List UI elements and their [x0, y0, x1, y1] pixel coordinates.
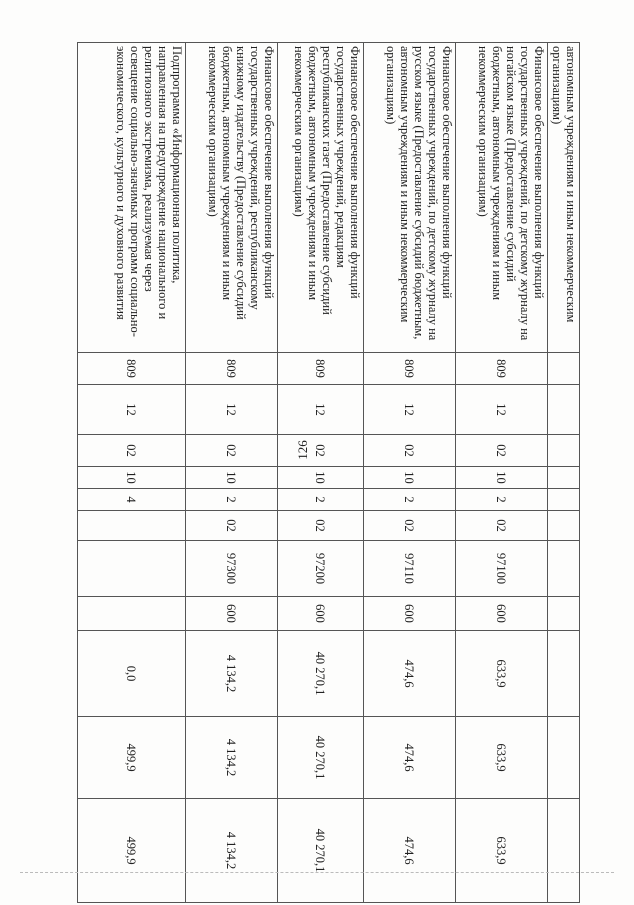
- cell-v2: 474,6: [364, 717, 456, 799]
- cell-v3: 4 134,2: [186, 799, 278, 903]
- cell-c4: 97100: [456, 541, 548, 597]
- page-number: 126: [295, 440, 310, 460]
- cell-c3: 02: [278, 511, 364, 541]
- cell-c2: [548, 489, 580, 511]
- cell-c2: 2: [364, 489, 456, 511]
- cell-c1: 10: [278, 467, 364, 489]
- cell-v2: [548, 717, 580, 799]
- table-row: [364, 43, 456, 903]
- cell-v3: 474,6: [364, 799, 456, 903]
- cell-grbs: 809: [364, 353, 456, 385]
- cell-vr: 600: [186, 597, 278, 631]
- cell-c1: 10: [456, 467, 548, 489]
- cell-v2: 4 134,2: [186, 717, 278, 799]
- cell-grbs: 809: [186, 353, 278, 385]
- cell-desc: Финансовое обеспечение выполнения функций государственных учреждений, республиканскому книжному издательству (Предоставление субсидий бюджетным, автономным учреждениям и иным некоммерческим организациям): [186, 43, 278, 353]
- cell-c3: [548, 511, 580, 541]
- cell-pr: 02: [364, 435, 456, 467]
- cell-v3: [548, 799, 580, 903]
- cell-v1: 40 270,1: [278, 631, 364, 717]
- cell-v3: 499,9: [78, 799, 186, 903]
- cell-v1: [548, 631, 580, 717]
- cell-vr: [78, 597, 186, 631]
- table-row: [278, 43, 364, 903]
- cell-vr: 600: [364, 597, 456, 631]
- table-row: [78, 43, 186, 903]
- cell-c4: 97300: [186, 541, 278, 597]
- cell-rz: [548, 385, 580, 435]
- table-row: [548, 43, 580, 903]
- cell-rz: 12: [364, 385, 456, 435]
- cell-v2: 40 270,1: [278, 717, 364, 799]
- cell-v1: 474,6: [364, 631, 456, 717]
- cell-grbs: 809: [456, 353, 548, 385]
- cell-v1: 4 134,2: [186, 631, 278, 717]
- table-row: [456, 43, 548, 903]
- budget-table: [77, 42, 580, 903]
- cell-c1: 10: [364, 467, 456, 489]
- cell-rz: 12: [456, 385, 548, 435]
- cell-v3: 633,9: [456, 799, 548, 903]
- cell-c4: [78, 541, 186, 597]
- cell-pr: 02: [456, 435, 548, 467]
- cell-c3: 02: [456, 511, 548, 541]
- cell-c1: [548, 467, 580, 489]
- cell-desc: Подпрограмма «Информационная политика, направленная на предупреждение национального и религиозного экстремизма, реализуемая через освещение социально-значимых программ социально-экономического, культурного и духовного развития: [78, 43, 186, 353]
- cell-grbs: 809: [78, 353, 186, 385]
- budget-table-rotated: [90, 42, 580, 902]
- table-row: [186, 43, 278, 903]
- cell-c1: 10: [186, 467, 278, 489]
- cell-c1: 10: [78, 467, 186, 489]
- cell-pr: 02: [186, 435, 278, 467]
- cell-c4: 97110: [364, 541, 456, 597]
- cell-c2: 2: [186, 489, 278, 511]
- cell-desc: Финансовое обеспечение выполнения функций государственных учреждений, по детскому журналу на ногайском языке (Предоставление субсидий бюджетным, автономным учреждениям и иным некоммерческим организациям): [456, 43, 548, 353]
- cell-pr: [548, 435, 580, 467]
- cell-desc: Финансовое обеспечение выполнения функций государственных учреждений, редакциям республиканских газет (Предоставление субсидий бюджетным, автономным учреждениям и иным некоммерческим организациям): [278, 43, 364, 353]
- cell-rz: 12: [278, 385, 364, 435]
- cell-rz: 12: [78, 385, 186, 435]
- cell-vr: 600: [456, 597, 548, 631]
- cell-vr: [548, 597, 580, 631]
- cell-v2: 633,9: [456, 717, 548, 799]
- cell-v3: 40 270,1: [278, 799, 364, 903]
- cell-rz: 12: [186, 385, 278, 435]
- cell-c2: 2: [456, 489, 548, 511]
- cell-desc: Финансовое обеспечение выполнения функций государственных учреждений, по детскому журналу на русском языке (Предоставление субсидий бюджетным, автономным учреждениям и иным некоммерческим организациям): [364, 43, 456, 353]
- cell-v1: 633,9: [456, 631, 548, 717]
- cell-vr: 600: [278, 597, 364, 631]
- cell-grbs: 809: [278, 353, 364, 385]
- cell-desc: автономным учреждениям и иным некоммерческим организациям): [548, 43, 580, 353]
- cell-c3: [78, 511, 186, 541]
- cell-c4: [548, 541, 580, 597]
- cell-v1: 0,0: [78, 631, 186, 717]
- cell-c3: 02: [364, 511, 456, 541]
- cell-c3: 02: [186, 511, 278, 541]
- cell-grbs: [548, 353, 580, 385]
- cell-pr: 02: [278, 435, 364, 467]
- cell-pr: 02: [78, 435, 186, 467]
- cell-c4: 97200: [278, 541, 364, 597]
- cell-c2: 2: [278, 489, 364, 511]
- cell-c2: 4: [78, 489, 186, 511]
- cell-v2: 499,9: [78, 717, 186, 799]
- page-edge-line: [20, 872, 614, 873]
